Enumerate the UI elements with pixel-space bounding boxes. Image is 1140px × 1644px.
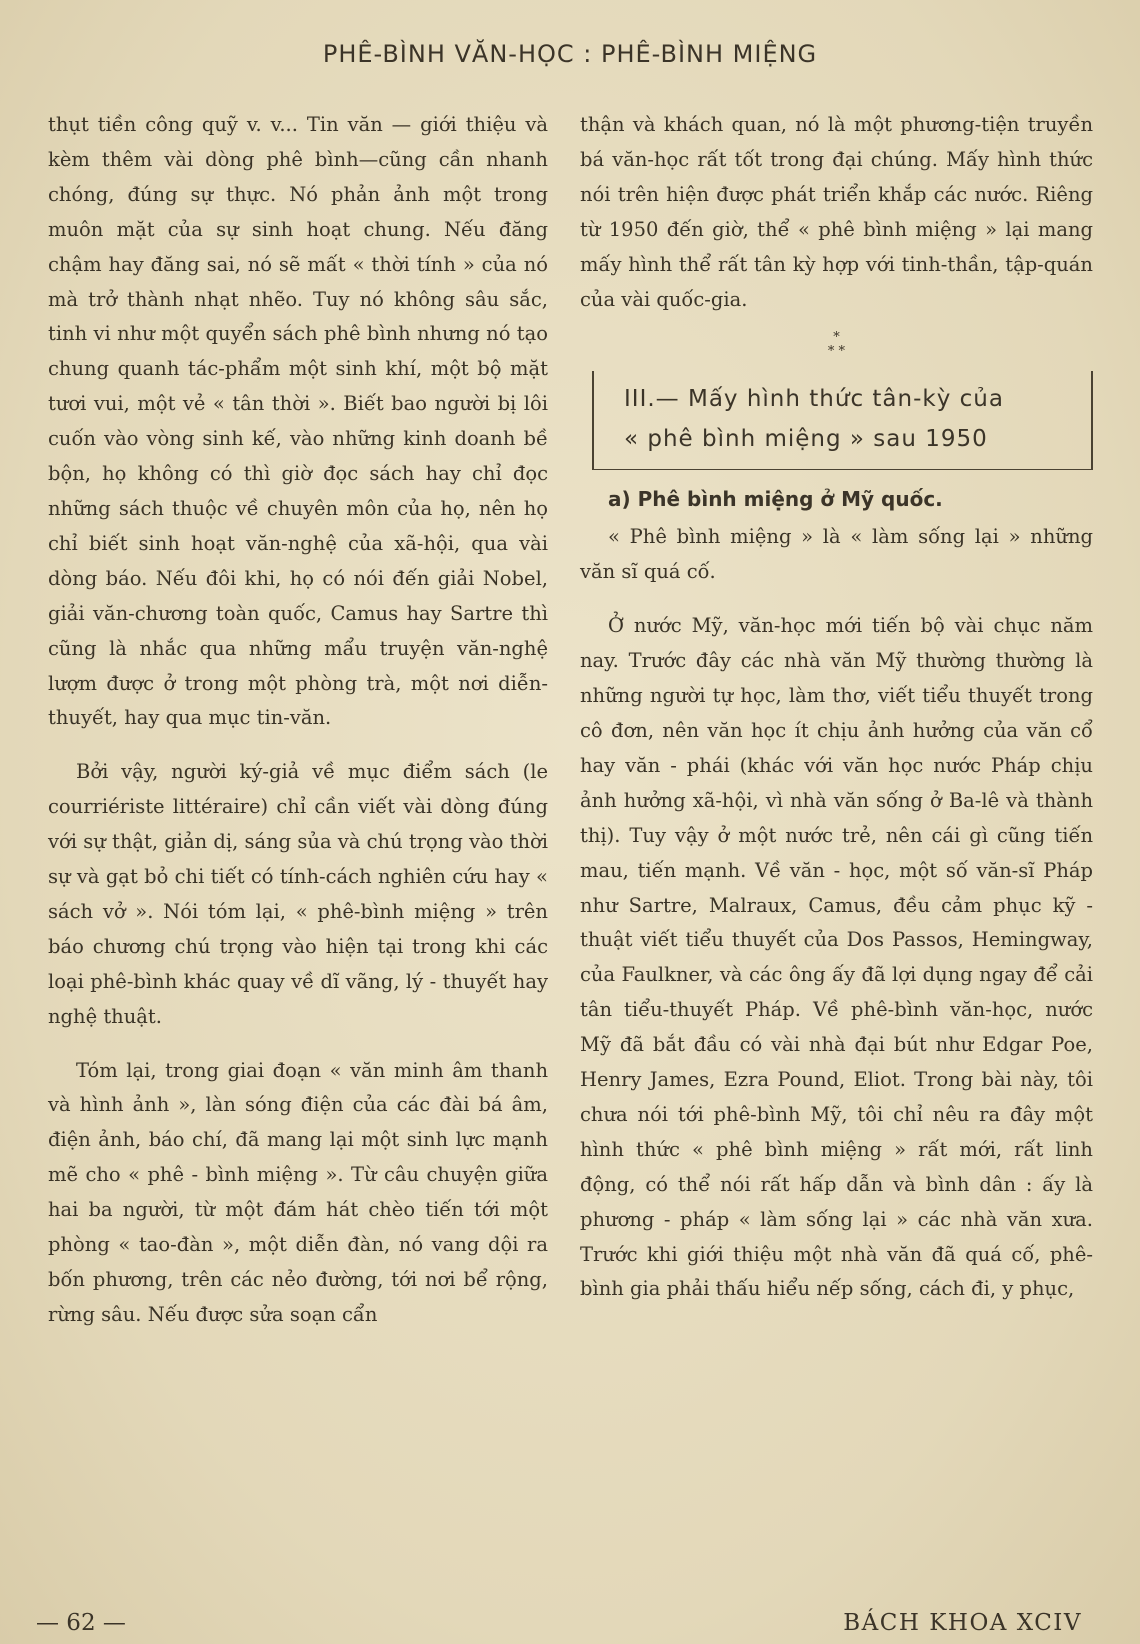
- section-separator: [580, 331, 1093, 359]
- running-head: PHÊ-BÌNH VĂN-HỌC : PHÊ-BÌNH MIỆNG: [322, 40, 818, 68]
- paragraph: thận và khách quan, nó là một phương-tiện truyền bá văn-học rất tốt trong đại chúng. Mấy hình thức nói trên hiện được phát triển khắp các nước. Riêng từ 1950 đến giờ, thể « phê bình miệng » lại mang mấy hình thể rất tân kỳ hợp với tinh-thần, tập-quán của vài quốc-gia.: [580, 113, 1093, 311]
- right-column: [580, 108, 1093, 1307]
- paragraph: Bởi vậy, người ký-giả về mục điểm sách (le courriériste littéraire) chỉ cần viết vài dòng đúng với sự thật, giản dị, sáng sủa và chú trọng vào thời sự và gạt bỏ chi tiết có tính-cách nghiên cứu hay « sách vở ». Nói tóm lại, « phê-bình miệng » trên báo chương chú trọng vào hiện tại trong khi các loại phê-bình khác quay về dĩ vãng, lý - thuyết hay nghệ thuật.: [48, 760, 548, 1028]
- page-number: — 62 —: [36, 1610, 126, 1636]
- asterisk: *: [833, 330, 840, 346]
- section-heading-line: « phê bình miệng » sau 1950: [624, 426, 988, 453]
- left-column: [48, 108, 548, 1333]
- subsection-heading: a) Phê bình miệng ở Mỹ quốc.: [608, 487, 943, 512]
- journal-name: BÁCH KHOA XCIV: [843, 1610, 1082, 1636]
- section-heading-box: [592, 371, 1093, 470]
- section-heading-line: III.— Mấy hình thức tân-kỳ của: [624, 386, 1004, 413]
- paragraph: « Phê bình miệng » là « làm sống lại » những văn sĩ quá cố.: [580, 525, 1093, 584]
- asterisks: * *: [827, 344, 846, 360]
- paragraph: Tóm lại, trong giai đoạn « văn minh âm thanh và hình ảnh », làn sóng điện của các đài bá âm, điện ảnh, báo chí, đã mang lại một sinh lực mạnh mẽ cho « phê - bình miệng ». Từ câu chuyện giữa hai ba người, từ một đám hát chèo tiến tới một phòng « tao-đàn », một diễn đàn, nó vang dội ra bốn phương, trên các nẻo đường, tới nơi bể rộng, rừng sâu. Nếu được sửa soạn cẩn: [48, 1058, 548, 1326]
- paragraph: Ở nước Mỹ, văn-học mới tiến bộ vài chục năm nay. Trước đây các nhà văn Mỹ thường thường là những người tự học, làm thơ, viết tiểu thuyết trong cô đơn, nên văn học ít chịu ảnh hưởng của văn cổ hay văn - phái (khác với văn học nước Pháp chịu ảnh hưởng xã-hội, vì nhà văn sống ở Ba-lê và thành thị). Tuy vậy ở một nước trẻ, nên cái gì cũng tiến mau, tiến mạnh. Về văn - học, một số văn-sĩ Pháp như Sartre, Malraux, Camus, đều cảm phục kỹ - thuật viết tiểu thuyết của Dos Passos, Hemingway, của Faulkner, và các ông ấy đã lợi dụng ngay để cải tân tiểu-thuyết Pháp. Về phê-bình văn-học, nước Mỹ đã bắt đầu có vài nhà đại bút như Edgar Poe, Henry James, Ezra Pound, Eliot. Trong bài này, tôi chưa nói tới phê-bình Mỹ, tôi chỉ nêu ra đây một hình thức « phê bình miệng » rất mới, rất linh động, có thể nói rất hấp dẫn và bình dân : ấy là phương - pháp « làm sống lại » các nhà văn xưa. Trước khi giới thiệu một nhà văn đã quá cố, phê-bình gia phải thấu hiểu nếp sống, cách đi, y phục,: [580, 614, 1093, 1301]
- paragraph: thụt tiền công quỹ v. v... Tin văn — giới thiệu và kèm thêm vài dòng phê bình—cũng cần nhanh chóng, đúng sự thực. Nó phản ảnh một trong muôn mặt của sự sinh hoạt chung. Nếu đăng chậm hay đăng sai, nó sẽ mất « thời tính » của nó mà trở thành nhạt nhẽo. Tuy nó không sâu sắc, tinh vi như một quyển sách phê bình nhưng nó tạo chung quanh tác-phẩm một sinh khí, một bộ mặt tươi vui, một vẻ « tân thời ». Biết bao người bị lôi cuốn vào vòng sinh kế, vào những kinh doanh bề bộn, họ không có thì giờ đọc sách hay chỉ đọc những sách thuộc về chuyên môn của họ, nên họ chỉ biết sinh hoạt văn-nghệ của xã-hội, qua vài dòng báo. Nếu đôi khi, họ có nói đến giải Nobel, giải văn-chương toàn quốc, Camus hay Sartre thì cũng là nhắc qua những mẩu truyện văn-nghệ lượm được ở trong một phòng trà, một nơi diễn-thuyết, hay qua mục tin-văn.: [48, 113, 548, 730]
